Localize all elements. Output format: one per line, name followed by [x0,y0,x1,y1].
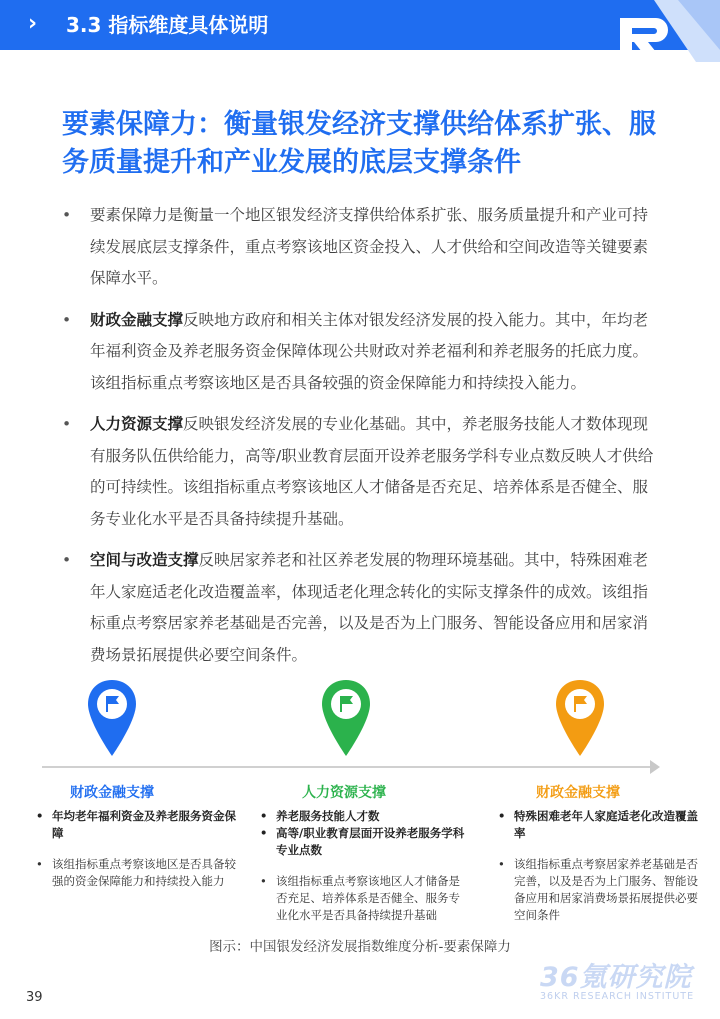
bullet-dot-icon: • [62,415,72,433]
bullet-item [62,305,662,400]
bullet-item [62,409,662,535]
bullet-item [62,200,662,295]
column-heading: 财政金融支撑 [70,785,154,801]
location-pin-flag-icon [86,678,138,758]
bullet-text: 反映居家养老和社区养老发展的物理环境基础。其中，特殊困难老年人家庭适老化改造覆盖率，体现适老化理念转化的实际支撑条件的成效。该组指标重点考察居家养老基础是否完善，以及是否为上门服务、智能设备应用和居家消费场景拓展提供必要空间条件。 [90,551,649,664]
bullet-text: 反映地方政府和相关主体对银发经济发展的投入能力。其中，年均老年福利资金及养老服务资金保障体现公共财政对养老福利和养老服务的托底力度。该组指标重点考察该地区是否具备较强的资金保障能力和持续投入能力。 [90,310,649,392]
timeline-line [42,766,656,768]
watermark-logo [540,955,710,1005]
figure-column-finance [36,782,236,890]
bullet-dot-icon: • [62,310,72,329]
bullet-bold-lead: 财政金融支撑 [90,310,184,329]
indicator-note: • 该组指标重点考察居家养老基础是否完善，以及是否为上门服务、智能设备应用和居家消费场景拓展提供必要空间条件 [498,857,698,922]
indicator-item: • 特殊困难老年人家庭适老化改造覆盖率 [498,809,698,840]
page-number: 39 [26,990,43,1005]
indicator-item: • 养老服务技能人才数 [260,809,380,823]
section-title: 3.3 指标维度具体说明 [66,13,269,37]
timeline-arrow-icon [650,760,660,774]
indicator-note: • 该组指标重点考察该地区人才储备是否充足、培养体系是否健全、服务专业化水平是否具备持续提升基础 [260,874,460,922]
location-pin-flag-icon [320,678,372,758]
bullet-list [62,200,662,681]
indicator-note: • 该组指标重点考察该地区是否具备较强的资金保障能力和持续投入能力 [36,857,236,888]
figure-column-hr [260,782,470,924]
location-pin-flag-icon [554,678,606,758]
bullet-text: 反映银发经济发展的专业化基础。其中，养老服务技能人才数体现现有服务队伍供给能力，高等/职业教育层面开设养老服务学科专业点数反映人才供给的可持续性。该组指标重点考察该地区人才储备是否充足、培养体系是否健全、服务专业化水平是否具备持续提升基础。 [90,415,654,528]
figure-column-space [498,782,698,924]
bullet-bold-lead: 空间与改造支撑 [90,551,199,569]
column-heading: 财政金融支撑 [536,785,620,801]
chevron-right-icon: › [28,11,38,36]
figure-caption: 图示：中国银发经济发展指数维度分析-要素保障力 [209,939,511,955]
bullet-dot-icon: • [62,206,72,224]
indicator-item: • 年均老年福利资金及养老服务资金保障 [36,809,236,840]
page-title: 要素保障力：衡量银发经济支撑供给体系扩张、服务质量提升和产业发展的底层支撑条件 [62,109,656,178]
watermark-en-text: 36KR RESEARCH INSTITUTE [540,991,695,1002]
brand-logo-icon [592,0,720,62]
indicator-item: • 高等/职业教育层面开设养老服务学科专业点数 [260,826,465,857]
bullet-text: 要素保障力是衡量一个地区银发经济支撑供给体系扩张、服务质量提升和产业可持续发展底层支撑条件，重点考察该地区资金投入、人才供给和空间改造等关键要素保障水平。 [90,206,649,287]
column-heading: 人力资源支撑 [302,785,386,801]
bullet-bold-lead: 人力资源支撑 [90,415,184,433]
bullet-dot-icon: • [62,551,72,569]
watermark-cn-text: 36氪研究院 [540,962,692,993]
bullet-item [62,545,662,671]
